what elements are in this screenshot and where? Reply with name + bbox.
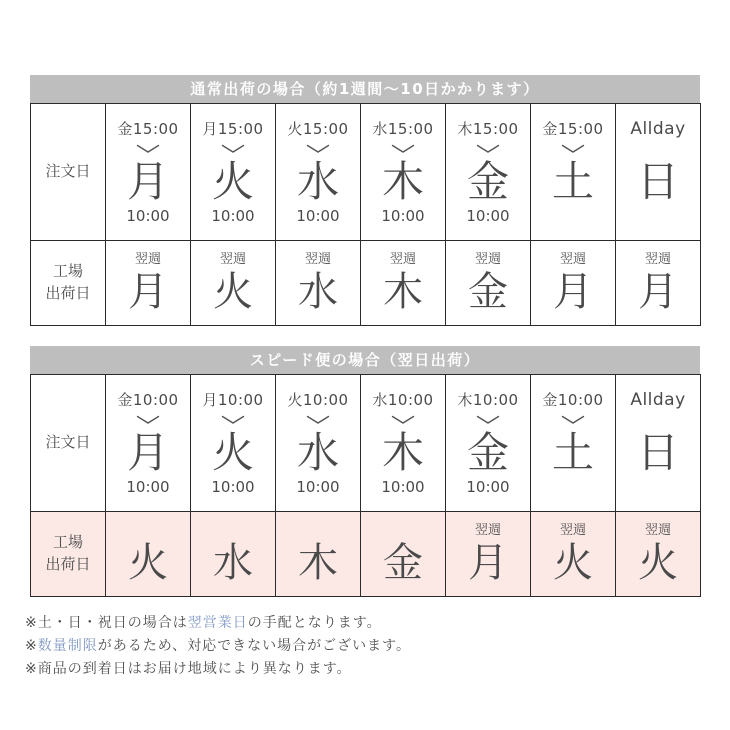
- next-week-label: 翌週: [559, 252, 586, 267]
- footnote-text: ※商品の到着日はお届け地域により異なります。: [25, 661, 352, 677]
- factory-cell: [191, 512, 276, 597]
- order-day: 土: [551, 428, 594, 477]
- order-day: 火: [211, 157, 254, 206]
- order-cell-allday: [616, 375, 701, 512]
- chevron-down-icon: [391, 412, 415, 428]
- order-time: 10:00: [466, 478, 510, 496]
- factory-label-line: 出荷日: [45, 284, 91, 302]
- order-time: 10:00: [126, 478, 170, 496]
- next-week-label: 翌週: [389, 252, 416, 267]
- order-day: 日: [636, 157, 679, 206]
- ship-day: 火: [213, 269, 253, 315]
- order-cell: [531, 104, 616, 241]
- quantity-limit-link[interactable]: 数量制限: [37, 638, 98, 654]
- factory-label-line: 工場: [52, 533, 83, 552]
- ship-day: 月: [638, 269, 678, 315]
- next-week-label: 翌週: [304, 252, 331, 267]
- cutoff-time: 金10:00: [117, 391, 179, 409]
- factory-cell: [361, 241, 446, 326]
- cutoff-time: 水10:00: [372, 391, 434, 409]
- order-time: 10:00: [381, 207, 425, 225]
- next-week-label: 翌週: [219, 252, 246, 267]
- normal-shipping-title: 通常出荷の場合（約1週間～10日かかります）: [30, 75, 700, 103]
- order-day: 火: [211, 428, 254, 477]
- cutoff-time: 金15:00: [542, 120, 604, 138]
- order-time: 10:00: [296, 478, 340, 496]
- ship-day: 金: [468, 269, 508, 315]
- order-time: 10:00: [296, 207, 340, 225]
- chevron-down-icon: [306, 141, 330, 157]
- order-day: 金: [466, 428, 509, 477]
- factory-cell: [191, 241, 276, 326]
- footnote-text: の手配となります。: [247, 615, 382, 631]
- order-day: 木: [381, 428, 424, 477]
- factory-cell: [361, 512, 446, 597]
- ship-day: 月: [553, 269, 593, 315]
- next-week-label: 翌週: [644, 252, 671, 267]
- chevron-down-icon: [561, 412, 585, 428]
- order-time: 10:00: [381, 478, 425, 496]
- next-week-label: 翌週: [134, 252, 161, 267]
- cutoff-time: 月15:00: [202, 120, 264, 138]
- ship-day: 月: [128, 269, 168, 315]
- order-time: 10:00: [126, 207, 170, 225]
- normal-shipping-section: [30, 75, 700, 326]
- order-cell: [276, 375, 361, 512]
- order-row-label: [31, 104, 106, 241]
- order-time: 10:00: [211, 207, 255, 225]
- factory-row-label: [31, 512, 106, 597]
- next-week-label: 翌週: [474, 523, 501, 538]
- speed-shipping-section: [30, 346, 700, 597]
- order-cell: [106, 104, 191, 241]
- next-week-label: 翌週: [474, 252, 501, 267]
- order-row-label-text: 注文日: [45, 433, 91, 452]
- footnote-line: [25, 658, 700, 681]
- chevron-down-icon: [561, 141, 585, 157]
- order-day: 水: [296, 157, 339, 206]
- factory-cell: [276, 241, 361, 326]
- factory-cell: [446, 241, 531, 326]
- footnote-line: [25, 612, 700, 635]
- ship-day: 木: [383, 269, 423, 315]
- cutoff-time: 火10:00: [287, 391, 349, 409]
- cutoff-time: 金15:00: [117, 120, 179, 138]
- speed-shipping-table: [30, 374, 701, 597]
- chevron-down-icon: [476, 412, 500, 428]
- order-cell: [446, 375, 531, 512]
- ship-day: 火: [128, 540, 168, 586]
- order-row-label-text: 注文日: [45, 162, 91, 181]
- order-cell-allday: [616, 104, 701, 241]
- ship-day: 水: [213, 540, 253, 586]
- ship-day: 水: [298, 269, 338, 315]
- factory-cell: [106, 241, 191, 326]
- footnote-line: [25, 635, 700, 658]
- ship-day: 月: [468, 540, 508, 586]
- cutoff-time: 木15:00: [457, 120, 519, 138]
- chevron-down-icon: [136, 141, 160, 157]
- next-week-label: 翌週: [644, 523, 671, 538]
- order-day: 水: [296, 428, 339, 477]
- cutoff-time: 火15:00: [287, 120, 349, 138]
- cutoff-time: Allday: [630, 119, 686, 139]
- factory-cell: [106, 512, 191, 597]
- cutoff-time: Allday: [630, 390, 686, 410]
- factory-cell: [531, 512, 616, 597]
- factory-row-label: [31, 241, 106, 326]
- chevron-down-icon: [306, 412, 330, 428]
- footnote-text: ※土・日・祝日の場合は: [25, 615, 188, 631]
- order-cell: [361, 375, 446, 512]
- chevron-down-icon: [221, 412, 245, 428]
- factory-label-line: 工場: [52, 262, 83, 281]
- footnote-text: ※: [25, 638, 38, 654]
- order-day: 金: [466, 157, 509, 206]
- order-cell: [191, 104, 276, 241]
- order-date-row: [31, 104, 701, 241]
- factory-cell: [616, 241, 701, 326]
- footnotes: [25, 612, 700, 681]
- ship-day: 火: [553, 540, 593, 586]
- order-cell: [276, 104, 361, 241]
- factory-ship-row-highlighted: [31, 512, 701, 597]
- order-cell: [446, 104, 531, 241]
- cutoff-time: 水15:00: [372, 120, 434, 138]
- order-time: 10:00: [211, 478, 255, 496]
- cutoff-time: 金10:00: [542, 391, 604, 409]
- factory-cell: [276, 512, 361, 597]
- next-business-day-link[interactable]: 翌営業日: [187, 615, 248, 631]
- factory-ship-row: [31, 241, 701, 326]
- order-day: 土: [551, 157, 594, 206]
- order-date-row: [31, 375, 701, 512]
- order-row-label: [31, 375, 106, 512]
- normal-shipping-table: [30, 103, 701, 326]
- chevron-down-icon: [221, 141, 245, 157]
- ship-day: 木: [298, 540, 338, 586]
- ship-day: 金: [383, 540, 423, 586]
- factory-cell: [616, 512, 701, 597]
- order-day: 木: [381, 157, 424, 206]
- cutoff-time: 月10:00: [202, 391, 264, 409]
- order-cell: [191, 375, 276, 512]
- factory-cell: [531, 241, 616, 326]
- order-day: 月: [126, 157, 169, 206]
- factory-label-line: 出荷日: [45, 555, 91, 573]
- next-week-label: 翌週: [559, 523, 586, 538]
- order-time: 10:00: [466, 207, 510, 225]
- order-cell: [106, 375, 191, 512]
- chevron-down-icon: [391, 141, 415, 157]
- ship-day: 火: [638, 540, 678, 586]
- order-cell: [531, 375, 616, 512]
- chevron-down-icon: [136, 412, 160, 428]
- speed-shipping-title: スピード便の場合（翌日出荷）: [30, 346, 700, 374]
- footnote-text: があるため、対応できない場合がございます。: [97, 638, 412, 654]
- order-day: 月: [126, 428, 169, 477]
- order-cell: [361, 104, 446, 241]
- cutoff-time: 木10:00: [457, 391, 519, 409]
- factory-cell: [446, 512, 531, 597]
- chevron-down-icon: [476, 141, 500, 157]
- order-day: 日: [636, 428, 679, 477]
